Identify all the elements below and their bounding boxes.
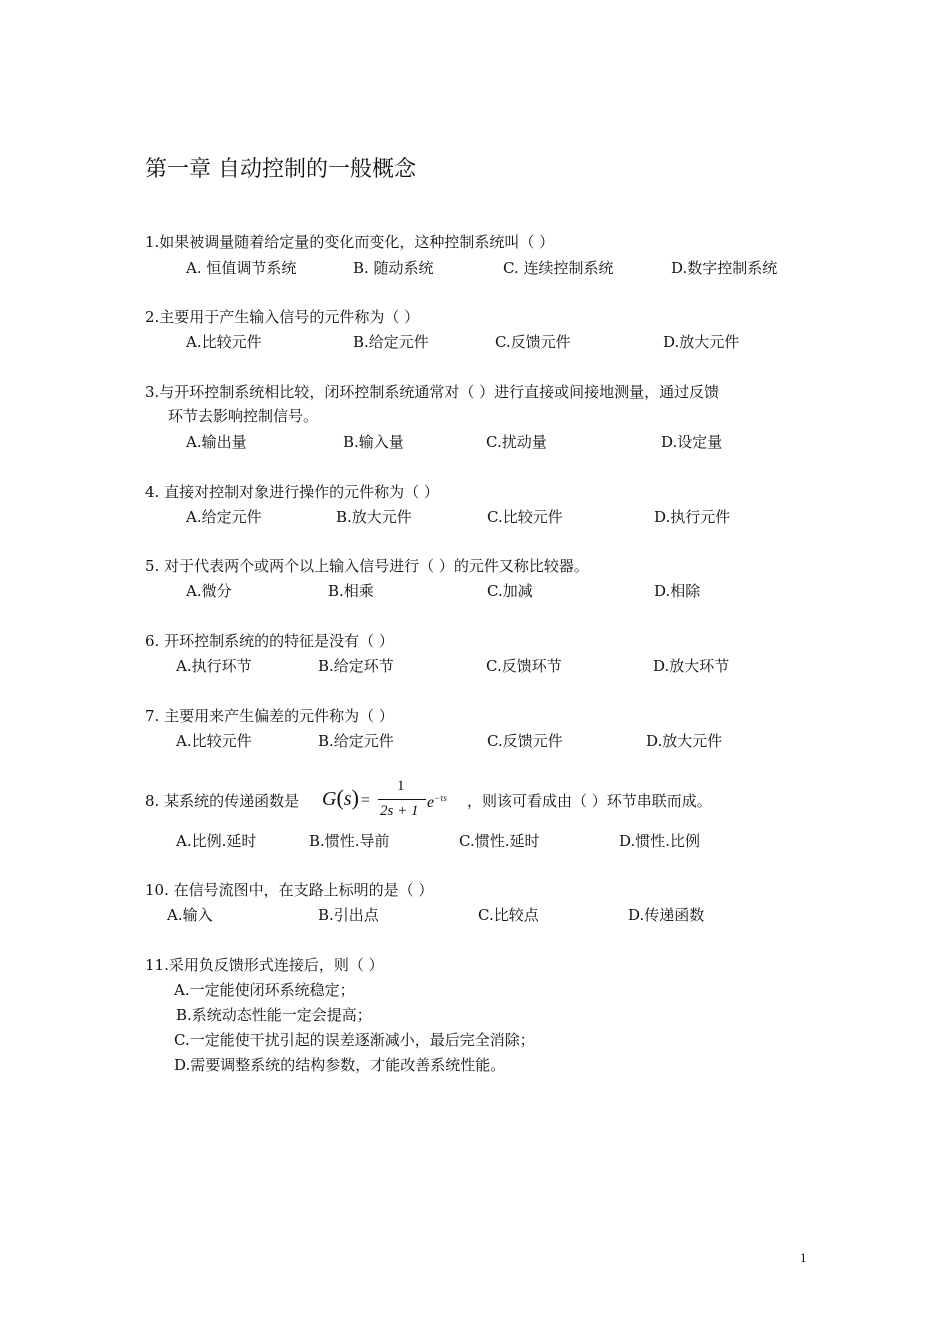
q11-option-a: A.一定能使闭环系统稳定； (174, 981, 355, 999)
question-2: 2.主要用于产生输入信号的元件称为（ ） (145, 308, 420, 326)
tf-exponential (427, 792, 447, 812)
q11-option-c: C.一定能使干扰引起的误差逐渐减小，最后完全消除； (174, 1031, 535, 1049)
q11-option-d: D.需要调整系统的结构参数，才能改善系统性能。 (174, 1056, 506, 1074)
question-11: 11.采用负反馈形式连接后，则（ ） (145, 956, 384, 974)
question-5: 5. 对于代表两个或两个以上输入信号进行（ ）的元件又称比较器。 (145, 557, 589, 575)
chapter-title: 第一章 自动控制的一般概念 (145, 157, 416, 182)
question-3-line-1: 3.与开环控制系统相比较，闭环控制系统通常对（ ）进行直接或间接地测量，通过反馈 (145, 383, 720, 401)
q2-option-a: A.比较元件 (186, 333, 262, 351)
q8-option-a: A.比例.延时 (176, 832, 257, 850)
q10-option-a: A.输入 (167, 906, 213, 924)
q2-option-b: B.给定元件 (353, 333, 429, 351)
q4-option-a: A.给定元件 (186, 508, 262, 526)
question-1: 1.如果被调量随着给定量的变化而变化，这种控制系统叫（ ） (145, 233, 555, 251)
q6-option-d: D.放大环节 (653, 657, 730, 675)
q1-option-b: B. 随动系统 (353, 259, 434, 277)
q8-option-c: C.惯性.延时 (459, 832, 540, 850)
q6-option-b: B.给定环节 (318, 657, 394, 675)
question-8-prefix: 8. 某系统的传递函数是 (145, 792, 300, 810)
question-7: 7. 主要用来产生偏差的元件称为（ ） (145, 707, 394, 725)
q10-option-b: B.引出点 (318, 906, 379, 924)
question-6: 6. 开环控制系统的的特征是没有（ ） (145, 632, 394, 650)
q7-option-b: B.给定元件 (318, 732, 394, 750)
q4-option-b: B.放大元件 (336, 508, 412, 526)
q3-option-b: B.输入量 (343, 433, 404, 451)
q5-option-a: A.微分 (186, 582, 232, 600)
q3-option-c: C.扰动量 (486, 433, 547, 451)
q1-option-a: A. 恒值调节系统 (186, 259, 297, 277)
q3-option-a: A.输出量 (186, 433, 247, 451)
q8-option-b: B.惯性.导前 (309, 832, 390, 850)
page-number: 1 (800, 1250, 807, 1265)
q1-option-c: C. 连续控制系统 (503, 259, 614, 277)
tf-fraction (378, 778, 426, 824)
q6-option-c: C.反馈环节 (486, 657, 562, 675)
q10-option-d: D.传递函数 (628, 906, 705, 924)
tf-exponent: −τs (434, 793, 447, 803)
tf-g: G (322, 788, 337, 810)
tf-denominator: 2s + 1 (380, 803, 419, 819)
q10-option-c: C.比较点 (478, 906, 539, 924)
q4-option-c: C.比较元件 (487, 508, 563, 526)
q5-option-d: D.相除 (654, 582, 701, 600)
tf-fraction-bar (378, 799, 426, 800)
q1-option-d: D.数字控制系统 (671, 259, 778, 277)
question-3-line-2: 环节去影响控制信号。 (168, 407, 319, 425)
q7-option-c: C.反馈元件 (487, 732, 563, 750)
tf-equals: = (360, 792, 370, 809)
q7-option-a: A.比较元件 (176, 732, 252, 750)
tf-numerator: 1 (397, 778, 405, 794)
q6-option-a: A.执行环节 (176, 657, 252, 675)
q5-option-c: C.加减 (487, 582, 533, 600)
q3-option-d: D.设定量 (661, 433, 723, 451)
transfer-function: G(s) = (322, 785, 370, 810)
q7-option-d: D.放大元件 (646, 732, 723, 750)
q4-option-d: D.执行元件 (654, 508, 731, 526)
tf-s: s (343, 788, 352, 810)
q11-option-b: B.系统动态性能一定会提高； (176, 1006, 372, 1024)
question-10: 10. 在信号流图中，在支路上标明的是（ ） (145, 881, 434, 899)
question-8-suffix: ，则该可看成由（ ）环节串联而成。 (467, 792, 712, 810)
q2-option-c: C.反馈元件 (495, 333, 571, 351)
question-4: 4. 直接对控制对象进行操作的元件称为（ ） (145, 483, 439, 501)
tf-e: e (427, 794, 435, 811)
q8-option-d: D.惯性.比例 (619, 832, 701, 850)
q5-option-b: B.相乘 (328, 582, 374, 600)
q2-option-d: D.放大元件 (663, 333, 740, 351)
